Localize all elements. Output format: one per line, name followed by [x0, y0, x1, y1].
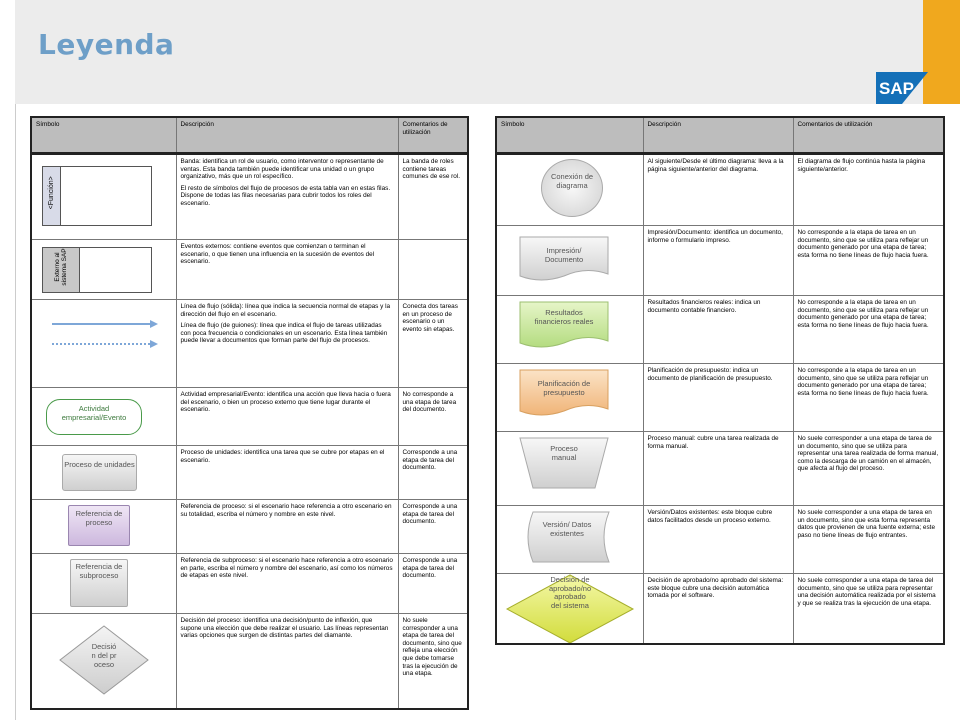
symbol-cell	[31, 240, 176, 300]
table-row	[31, 554, 468, 614]
description-cell: Planificación de presupuesto: indica un documento de planificación de presupuesto.	[643, 364, 793, 432]
comment-cell: No suele corresponder a una etapa de tarea del documento, sino que refleja una elección que debe tomarse tras la ejecución de una etapa.	[398, 614, 468, 709]
comment-cell: No corresponde a la etapa de tarea en un documento, sino que se utiliza para reflejar un documento generado por una etapa de tarea; esta forma no tiene líneas de flujo hacia fuera.	[793, 296, 944, 364]
description-cell: Decisión del proceso: identifica una decisión/punto de inflexión, que supone una elección que debe realizar el usuario. Las líneas representan varias opciones que surgen de distintas partes del diamante.	[176, 614, 398, 709]
comment-cell: Corresponde a una etapa de tarea del documento.	[398, 500, 468, 554]
symbol-cell	[31, 614, 176, 709]
existing-data-label: Versión/ Datos existentes	[542, 520, 592, 538]
description-cell: Al siguiente/Desde el último diagrama: lleva a la página siguiente/anterior del diagrama.	[643, 154, 793, 226]
table-row	[496, 574, 944, 644]
budget-planning-label: Planificación de presupuesto	[537, 379, 591, 397]
role-band-symbol	[42, 166, 152, 226]
description-cell: Proceso de unidades: identifica una tarea que se cubre por etapas en el escenario.	[176, 446, 398, 500]
col-header-comments: Comentarios de utilización	[793, 117, 944, 154]
comment-cell: No corresponde a la etapa de tarea en un documento, sino que se utiliza para reflejar un documento generado por una etapa de tarea; esta forma no tiene líneas de flujo hacia fuera.	[793, 226, 944, 296]
comment-cell: No suele corresponder a una etapa de tarea de un documento, sino que se utiliza para representar una tarea realizada de forma manual, como la descarga de un camión en el almacén, que afecta al flujo del proceso.	[793, 432, 944, 506]
table-row	[31, 500, 468, 554]
sap-logo	[876, 72, 928, 104]
external-event-label: Externo al sistema SAP	[54, 248, 68, 286]
table-row	[496, 432, 944, 506]
symbol-cell	[31, 154, 176, 240]
table-row	[496, 364, 944, 432]
col-header-symbol: Símbolo	[31, 117, 176, 154]
system-decision-label: Decisión de aprobado/no aprobado del sistema	[549, 575, 592, 610]
table-row	[31, 388, 468, 446]
page-title: Leyenda	[38, 28, 175, 61]
comment-cell: Corresponde a una etapa de tarea del documento.	[398, 554, 468, 614]
table-row	[496, 154, 944, 226]
left-legend-table	[30, 116, 469, 710]
table-row	[31, 614, 468, 709]
symbol-cell	[496, 154, 643, 226]
row-description: Banda: identifica un rol de usuario, como interventor o representante de ventas. Esta banda también puede identificar una unidad o un grupo organizativo, más que un rol específico.	[180, 158, 384, 181]
comment-cell: No corresponde a una etapa de tarea del documento.	[398, 388, 468, 446]
description-cell: Referencia de proceso: si el escenario hace referencia a otro escenario en su totalidad, escriba el número y nombre en este nivel.	[176, 500, 398, 554]
divider	[15, 104, 16, 720]
row-description: Línea de flujo (sólida): línea que indica la secuencia normal de etapas y la dirección del flujo en el escenario.	[180, 303, 391, 318]
table-row	[496, 506, 944, 574]
col-header-comments: Comentarios de utilización	[398, 117, 468, 154]
description-cell: Referencia de subproceso: si el escenario hace referencia a otro escenario en parte, escriba el número y nombre del escenario, así como los números de etapas en este nivel.	[176, 554, 398, 614]
comment-cell: El diagrama de flujo continúa hasta la página siguiente/anterior.	[793, 154, 944, 226]
print-document-label: Impresión/ Documento	[544, 246, 584, 264]
business-activity-symbol: Actividad empresarial/Evento	[46, 399, 142, 435]
comment-cell: Corresponde a una etapa de tarea del documento.	[398, 446, 468, 500]
symbol-cell	[31, 388, 176, 446]
symbol-cell	[31, 446, 176, 500]
financial-results-label: Resultados financieros reales	[534, 308, 594, 326]
symbol-cell	[31, 300, 176, 388]
description-cell: Proceso manual: cubre una tarea realizada de forma manual.	[643, 432, 793, 506]
comment-cell: No suele corresponder a una etapa de tarea en un documento, sino que esta forma representa datos que provienen de una fuente externa; este paso no tiene líneas de flujo entrantes.	[793, 506, 944, 574]
table-row	[496, 296, 944, 364]
table-row	[31, 240, 468, 300]
diagram-connector-symbol: Conexión de diagrama	[541, 159, 603, 217]
comment-cell: Conecta dos tareas en un proceso de escenario o un evento sin etapas.	[398, 300, 468, 388]
col-header-description: Descripción	[643, 117, 793, 154]
process-reference-symbol: Referencia de proceso	[68, 505, 130, 546]
unit-process-symbol: Proceso de unidades	[62, 454, 137, 491]
table-row	[31, 300, 468, 388]
comment-cell: No suele corresponder a una etapa de tarea del documento, sino que se utiliza para representar una decisión automática realizada por el sistema y que se realiza tras la ejecución de una etapa.	[793, 574, 944, 644]
symbol-cell	[496, 574, 643, 644]
external-event-symbol	[42, 247, 152, 293]
description-cell: Eventos externos: contiene eventos que comienzan o terminan el escenario, o que tienen una influencia en la sucesión de eventos del escenario.	[176, 240, 398, 300]
symbol-cell	[496, 364, 643, 432]
description-cell: Decisión de aprobado/no aprobado del sistema: este bloque cubre una decisión automática tomada por el software.	[643, 574, 793, 644]
col-header-description: Descripción	[176, 117, 398, 154]
description-cell: Resultados financieros reales: indica un documento contable financiero.	[643, 296, 793, 364]
comment-cell: No corresponde a la etapa de tarea en un documento, sino que se utiliza para reflejar un documento generado por una etapa de tarea; esta forma no tiene líneas de flujo hacia fuera.	[793, 364, 944, 432]
comment-cell: La banda de roles contiene tareas comunes de ese rol.	[398, 154, 468, 240]
row-description-extra: El resto de símbolos del flujo de procesos de esta tabla van en estas filas. Dispone de todas las filas necesarias para cubrir todos los roles del escenario.	[180, 184, 391, 207]
table-row	[31, 446, 468, 500]
description-cell	[176, 154, 398, 240]
subprocess-reference-symbol: Referencia de subproceso	[70, 559, 128, 607]
table-row	[31, 154, 468, 240]
description-cell: Versión/Datos existentes: este bloque cubre datos facilitados desde un proceso externo.	[643, 506, 793, 574]
col-header-symbol: Símbolo	[496, 117, 643, 154]
symbol-cell	[496, 226, 643, 296]
symbol-cell	[496, 296, 643, 364]
table-row	[496, 226, 944, 296]
symbol-cell	[31, 500, 176, 554]
description-cell: Impresión/Documento: identifica un documento, informe o formulario impreso.	[643, 226, 793, 296]
manual-process-label: Proceso manual	[550, 444, 578, 462]
row-description-extra: Línea de flujo (de guiones): línea que indica el flujo de tareas utilizadas con poca frecuencia o condicionales en un escenario. Esta línea también puede llevar a documentos que forman parte del flujo de procesos.	[180, 322, 388, 345]
flow-lines-symbol	[50, 314, 162, 354]
comment-cell	[398, 240, 468, 300]
description-cell: Actividad empresarial/Evento: identifica una acción que lleva hacia o fuera del escenario, o bien un proceso externo que tiene lugar durante el escenario.	[176, 388, 398, 446]
symbol-cell	[496, 506, 643, 574]
decision-label: Decisión del proceso	[91, 642, 117, 669]
symbol-cell	[31, 554, 176, 614]
description-cell	[176, 300, 398, 388]
symbol-cell	[496, 432, 643, 506]
role-band-label: <Función>	[48, 176, 56, 210]
accent-bar	[923, 0, 960, 104]
right-legend-table	[495, 116, 945, 645]
svg-text:SAP: SAP	[879, 79, 914, 98]
